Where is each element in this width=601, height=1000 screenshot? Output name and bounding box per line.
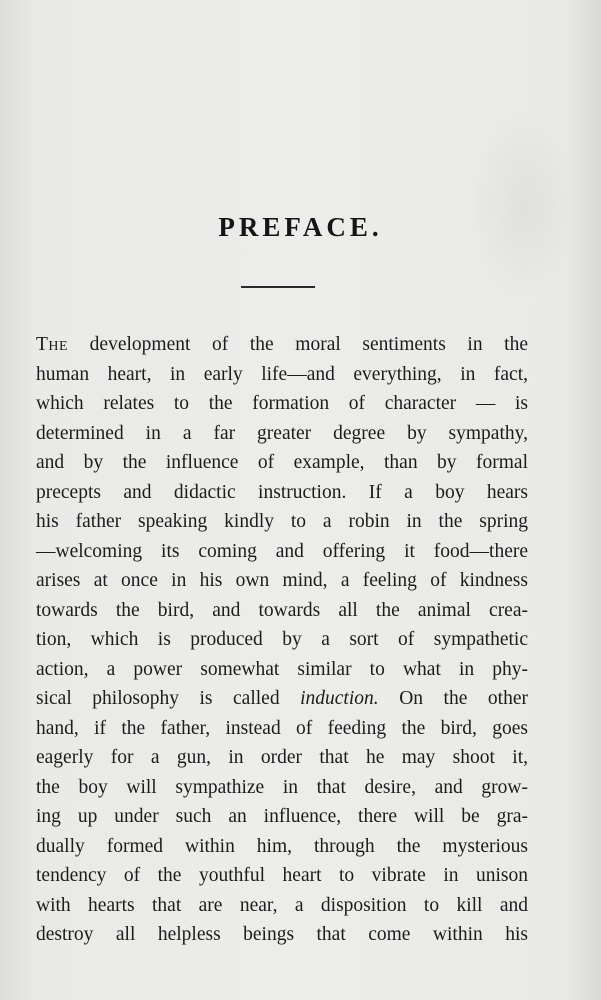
text-line bbox=[36, 625, 528, 655]
italic-term: induction. bbox=[300, 688, 379, 709]
line-text: arises at once in his own mind, a feeling of kindness bbox=[36, 570, 528, 591]
line-text: dually formed within him, through the mysterious bbox=[36, 835, 528, 857]
text-line bbox=[36, 714, 528, 744]
line-text-after: On the other bbox=[378, 688, 528, 709]
drop-word: The bbox=[36, 334, 69, 355]
body-text bbox=[36, 330, 528, 950]
text-line bbox=[36, 537, 528, 567]
text-line bbox=[36, 655, 528, 685]
show-through-shadow bbox=[470, 110, 580, 300]
page-title: PREFACE. bbox=[218, 212, 383, 242]
line-text: destroy all helpless beings that come within his bbox=[36, 924, 528, 945]
line-text: ing up under such an influence, there will be gra- bbox=[36, 806, 528, 827]
line-text: tion, which is produced by a sort of sympathetic bbox=[36, 629, 528, 650]
line-text: with hearts that are near, a disposition to kill and bbox=[36, 894, 528, 916]
line-text: his father speaking kindly to a robin in the spring bbox=[36, 511, 528, 532]
text-line bbox=[36, 448, 528, 478]
line-text: and by the influence of example, than by formal bbox=[36, 452, 528, 473]
line-text: determined in a far greater degree by sympathy, bbox=[36, 422, 528, 444]
line-text: development of the moral sentiments in the bbox=[68, 334, 528, 355]
text-line bbox=[36, 419, 528, 449]
text-line bbox=[36, 330, 528, 360]
line-text: precepts and didactic instruction. If a boy hears bbox=[36, 481, 528, 503]
text-line bbox=[36, 566, 528, 596]
title-rule bbox=[241, 286, 315, 288]
text-line bbox=[36, 891, 528, 921]
line-text: towards the bird, and towards all the animal crea- bbox=[36, 599, 528, 621]
text-line bbox=[36, 360, 528, 390]
text-line bbox=[36, 743, 528, 773]
text-line bbox=[36, 389, 528, 419]
line-text: action, a power somewhat similar to what in phy- bbox=[36, 658, 528, 680]
line-text: —welcoming its coming and offering it food—there bbox=[36, 540, 528, 562]
line-text: the boy will sympathize in that desire, and grow- bbox=[36, 776, 528, 798]
line-text: sical philosophy is called bbox=[36, 688, 301, 709]
text-line bbox=[36, 507, 528, 537]
text-line bbox=[36, 684, 528, 714]
text-line bbox=[36, 478, 528, 508]
text-line bbox=[36, 832, 528, 862]
line-text: human heart, in early life—and everything, in fact, bbox=[36, 363, 528, 385]
text-line bbox=[36, 920, 528, 950]
line-text: eagerly for a gun, in order that he may shoot it, bbox=[36, 747, 528, 768]
line-text: hand, if the father, instead of feeding the bird, goes bbox=[36, 717, 528, 739]
line-text: which relates to the formation of character — is bbox=[36, 393, 528, 414]
text-line bbox=[36, 773, 528, 803]
text-line bbox=[36, 596, 528, 626]
line-text: tendency of the youthful heart to vibrate in unison bbox=[36, 865, 528, 886]
text-line bbox=[36, 802, 528, 832]
text-line bbox=[36, 861, 528, 891]
